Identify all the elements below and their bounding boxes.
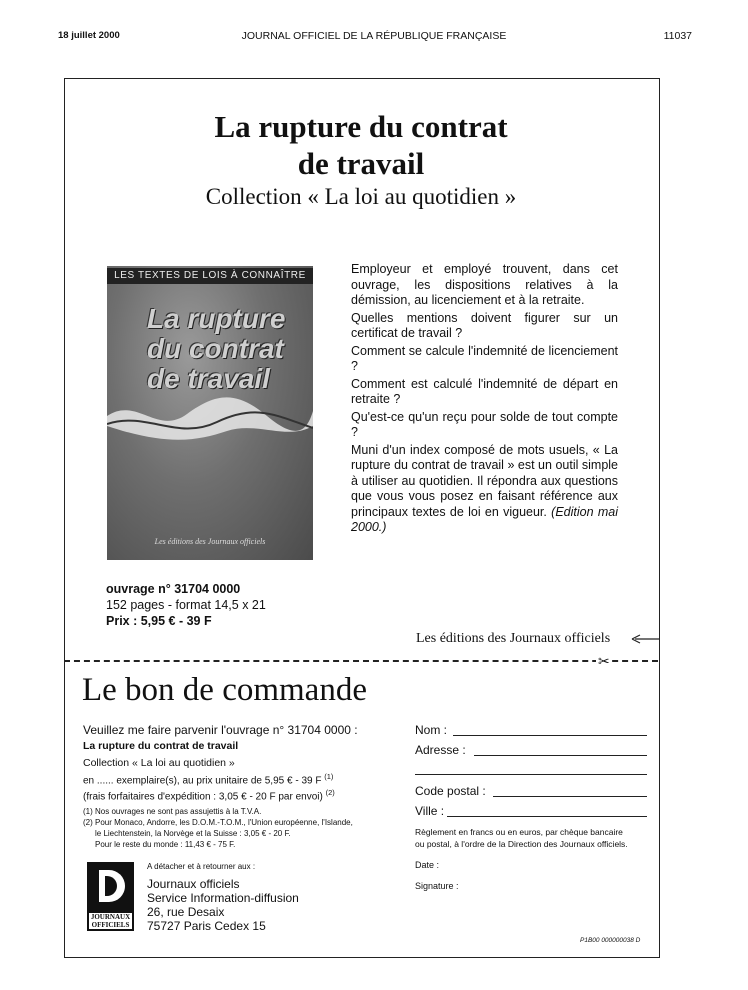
order-collection: Collection « La loi au quotidien » — [83, 757, 235, 769]
cover-title-line1: La rupture — [147, 303, 286, 334]
publisher-name: Les éditions des Journaux officiels — [416, 631, 611, 646]
order-shipping-line — [83, 788, 335, 802]
field-adresse-line2[interactable] — [415, 774, 647, 775]
shipping-note-ref: (2) — [325, 788, 335, 797]
payment-line2: ou postal, à l'ordre de la Direction des Journaux officiels. — [415, 839, 628, 849]
logo-text-line2: OFFICIELS — [91, 921, 130, 929]
journaux-officiels-logo — [87, 862, 134, 931]
book-price: Prix : 5,95 € - 39 F — [106, 614, 212, 628]
description-paragraph: Comment se calcule l'indemnité de licenciement ? — [351, 343, 618, 373]
field-code-postal-line[interactable] — [493, 796, 647, 797]
ad-title-line1: La rupture du contrat — [214, 109, 508, 144]
cover-title-line3: de travail — [147, 363, 270, 394]
field-code-postal-label: Code postal : — [415, 784, 486, 798]
order-book-title: La rupture du contrat de travail — [83, 740, 239, 752]
field-ville-label: Ville : — [415, 804, 445, 818]
logo-text — [89, 913, 132, 929]
book-description — [351, 262, 618, 538]
description-paragraph: Comment est calculé l'indemnité de départ en retraite ? — [351, 376, 618, 406]
description-paragraph: Employeur et employé trouvent, dans cet ouvrage, les dispositions relatives à la démission, au licenciement et à la retraite. — [351, 262, 618, 307]
return-label: A détacher et à retourner aux : — [147, 862, 256, 871]
description-closing-text: Muni d'un index composé de mots usuels, « La rupture du contrat de travail » est un outil simple à utiliser au quotidien. Il répondra aux questions que vous vous posez en faisant référence aux principaux textes de loi en vigueur. — [351, 442, 618, 519]
ad-subtitle: Collection « La loi au quotidien » — [205, 184, 517, 209]
cover-publisher: Les éditions des Journaux officiels — [154, 537, 266, 546]
quantity-text: en ...... exemplaire(s), au prix unitaire de 5,95 € - 39 F — [83, 775, 322, 787]
header-date: 18 juillet 2000 — [58, 30, 120, 41]
field-date-label: Date : — [415, 860, 440, 870]
quantity-note-ref: (1) — [324, 772, 334, 781]
address-line1: Journaux officiels — [147, 877, 240, 891]
book-reference: ouvrage n° 31704 0000 — [106, 582, 241, 596]
cover-banner: LES TEXTES DE LOIS À CONNAÎTRE — [107, 268, 313, 284]
description-paragraph — [351, 443, 618, 536]
shipping-text: (frais forfaitaires d'expédition : 3,05 € - 20 F par envoi) — [83, 791, 323, 803]
header-journal-title: JOURNAL OFFICIEL DE LA RÉPUBLIQUE FRANÇAISE — [241, 30, 507, 42]
logo-text-line1: JOURNAUX — [90, 913, 131, 921]
edition-note: (Edition mai 2000.) — [351, 504, 618, 534]
field-nom-line[interactable] — [453, 735, 647, 736]
arrow-left-icon — [631, 633, 659, 645]
field-adresse-label: Adresse : — [415, 743, 466, 757]
footnote-1: (1) Nos ouvrages ne sont pas assujettis à la T.V.A. — [83, 807, 262, 816]
payment-instructions — [415, 826, 628, 850]
cover-title — [147, 304, 309, 394]
cover-wave-graphic — [107, 386, 313, 446]
book-cover-image — [107, 266, 313, 560]
field-adresse-line[interactable] — [474, 755, 647, 756]
form-code: P1B00 000000038 D — [580, 937, 641, 944]
book-pages-format: 152 pages - format 14,5 x 21 — [106, 598, 266, 612]
order-quantity-line — [83, 772, 333, 786]
description-paragraph: Qu'est-ce qu'un reçu pour solde de tout compte ? — [351, 409, 618, 439]
field-ville-line[interactable] — [447, 816, 647, 817]
description-paragraph: Quelles mentions doivent figurer sur un certificat de travail ? — [351, 310, 618, 340]
order-form-title: Le bon de commande — [82, 672, 367, 708]
footnote-2-line1: (2) Pour Monaco, Andorre, les D.O.M.-T.O.M., l'Union européenne, l'Islande, — [83, 818, 353, 827]
address-line2: Service Information-diffusion — [147, 891, 299, 905]
order-request: Veuillez me faire parvenir l'ouvrage n° 31704 0000 : — [83, 723, 358, 737]
payment-line1: Règlement en francs ou en euros, par chèque bancaire — [415, 827, 623, 837]
scissors-icon: ✂ — [598, 653, 610, 669]
header-page-number: 11037 — [663, 30, 692, 42]
cut-line-divider — [64, 660, 658, 662]
ad-title-line2: de travail — [297, 146, 425, 181]
address-line3: 26, rue Desaix — [147, 905, 225, 919]
address-line4: 75727 Paris Cedex 15 — [147, 919, 266, 933]
ad-title — [64, 108, 658, 182]
cover-title-line2: du contrat — [147, 333, 284, 364]
field-signature-label: Signature : — [415, 881, 459, 891]
footnote-2-line3: Pour le reste du monde : 11,43 € - 75 F. — [95, 840, 236, 849]
footnote-2-line2: le Liechtenstein, la Norvège et la Suisse : 3,05 € - 20 F. — [95, 829, 291, 838]
return-address — [147, 877, 299, 933]
field-nom-label: Nom : — [415, 723, 448, 737]
